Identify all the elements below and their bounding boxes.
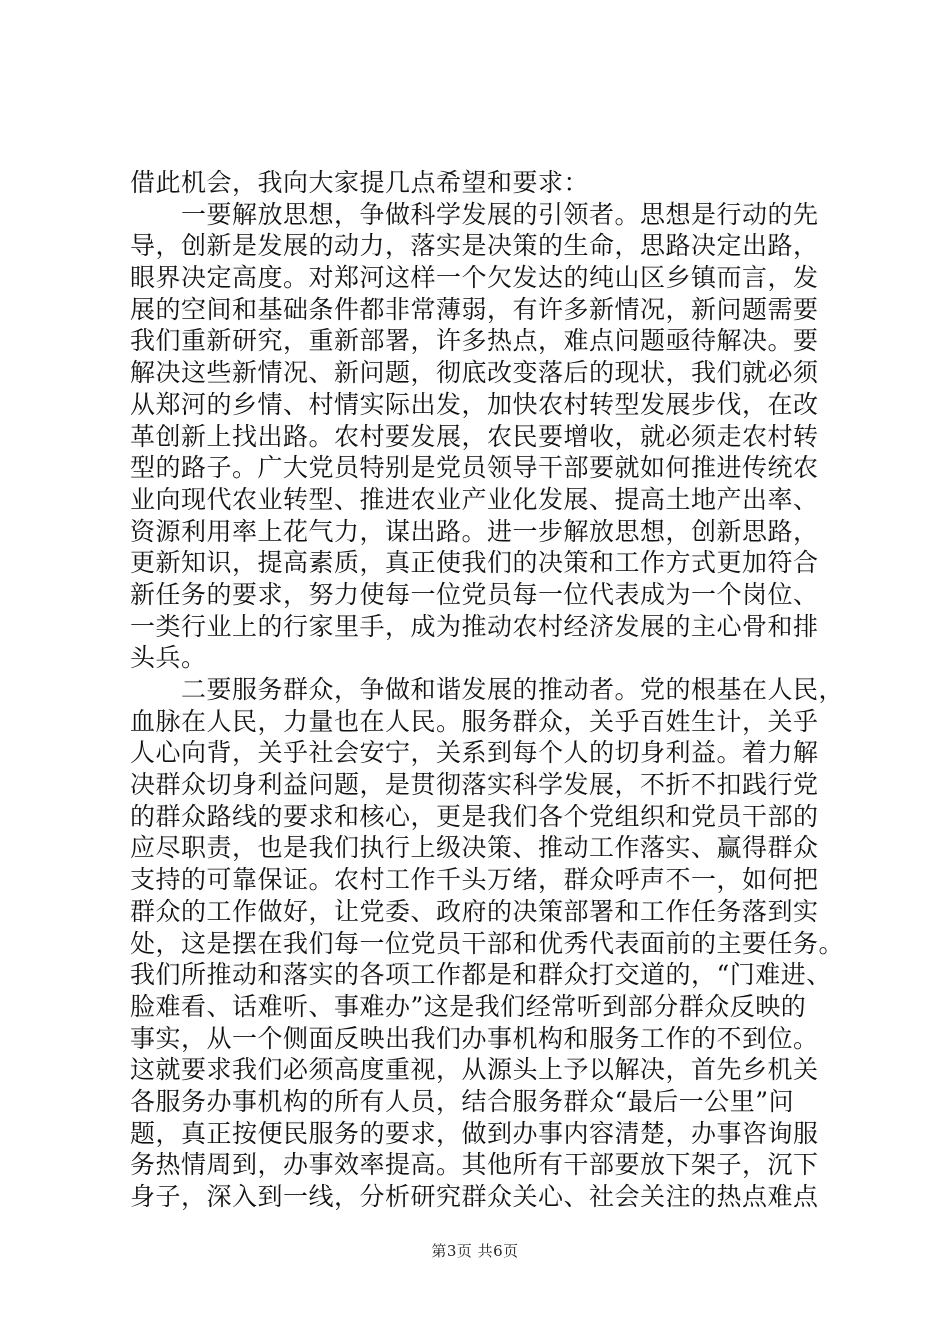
text-line: 从郑河的乡情、村情实际出发，加快农村转型发展步伐，在改 xyxy=(130,389,819,419)
text-line: 处，这是摆在我们每一位党员干部和优秀代表面前的主要任务。 xyxy=(130,928,845,958)
text-line: 这就要求我们必须高度重视，从源头上予以解决，首先乡机关 xyxy=(130,1055,819,1085)
text-line: 血脉在人民，力量也在人民。服务群众，关乎百姓生计，关乎 xyxy=(130,706,819,736)
text-line: 的群众路线的要求和核心，更是我们各个党组织和党员干部的 xyxy=(130,801,819,831)
text-line: 事实，从一个侧面反映出我们办事机构和服务工作的不到位。 xyxy=(130,1023,819,1053)
text-line: 各服务办事机构的所有人员，结合服务群众“最后一公里”问 xyxy=(130,1086,795,1116)
text-line: 支持的可靠保证。农村工作千头万绪，群众呼声不一，如何把 xyxy=(130,865,819,895)
text-line: 更新知识，提高素质，真正使我们的决策和工作方式更加符合 xyxy=(130,548,819,578)
text-line: 脸难看、话难听、事难办”这是我们经常听到部分群众反映的 xyxy=(130,991,807,1021)
document-body xyxy=(130,167,845,1213)
text-line: 二要服务群众，争做和谐发展的推动者。党的根基在人民， xyxy=(130,675,845,704)
text-line: 新任务的要求，努力使每一位党员每一位代表成为一个岗位、 xyxy=(130,579,819,609)
text-line: 型的路子。广大党员特别是党员领导干部要就如何推进传统农 xyxy=(130,453,819,483)
text-line: 眼界决定高度。对郑河这样一个欠发达的纯山区乡镇而言，发 xyxy=(130,263,819,293)
text-line: 头兵。 xyxy=(130,643,207,673)
text-line: 一要解放思想，争做科学发展的引领者。思想是行动的先 xyxy=(130,199,819,229)
text-line: 决群众切身利益问题，是贯彻落实科学发展，不折不扣践行党 xyxy=(130,770,819,800)
text-line: 务热情周到，办事效率提高。其他所有干部要放下架子，沉下 xyxy=(130,1150,819,1180)
text-line: 革创新上找出路。农村要发展，农民要增收，就必须走农村转 xyxy=(130,421,819,451)
text-line: 我们所推动和落实的各项工作都是和群众打交道的，“门难进、 xyxy=(130,960,832,990)
text-line: 一类行业上的行家里手，成为推动农村经济发展的主心骨和排 xyxy=(130,611,819,641)
text-line: 解决这些新情况、新问题，彻底改变落后的现状，我们就必须 xyxy=(130,358,819,388)
text-line: 人心向背，关乎社会安宁，关系到每个人的切身利益。着力解 xyxy=(130,738,819,768)
text-line: 导，创新是发展的动力，落实是决策的生命，思路决定出路， xyxy=(130,231,819,261)
text-line: 身子，深入到一线，分析研究群众关心、社会关注的热点难点 xyxy=(130,1182,819,1211)
text-line: 借此机会，我向大家提几点希望和要求： xyxy=(130,168,590,197)
text-line: 群众的工作做好，让党委、政府的决策部署和工作任务落到实 xyxy=(130,896,819,926)
page-footer: 第3页 共6页 xyxy=(431,1242,519,1260)
text-line: 题，真正按便民服务的要求，做到办事内容清楚，办事咨询服 xyxy=(130,1118,819,1148)
text-line: 我们重新研究，重新部署，许多热点，难点问题亟待解决。要 xyxy=(130,326,819,356)
text-line: 应尽职责，也是我们执行上级决策、推动工作落实、赢得群众 xyxy=(130,833,819,863)
text-line: 资源利用率上花气力，谋出路。进一步解放思想，创新思路， xyxy=(130,516,819,546)
text-line: 展的空间和基础条件都非常薄弱，有许多新情况，新问题需要 xyxy=(130,294,819,324)
text-line: 业向现代农业转型、推进农业产业化发展、提高土地产出率、 xyxy=(130,484,819,514)
